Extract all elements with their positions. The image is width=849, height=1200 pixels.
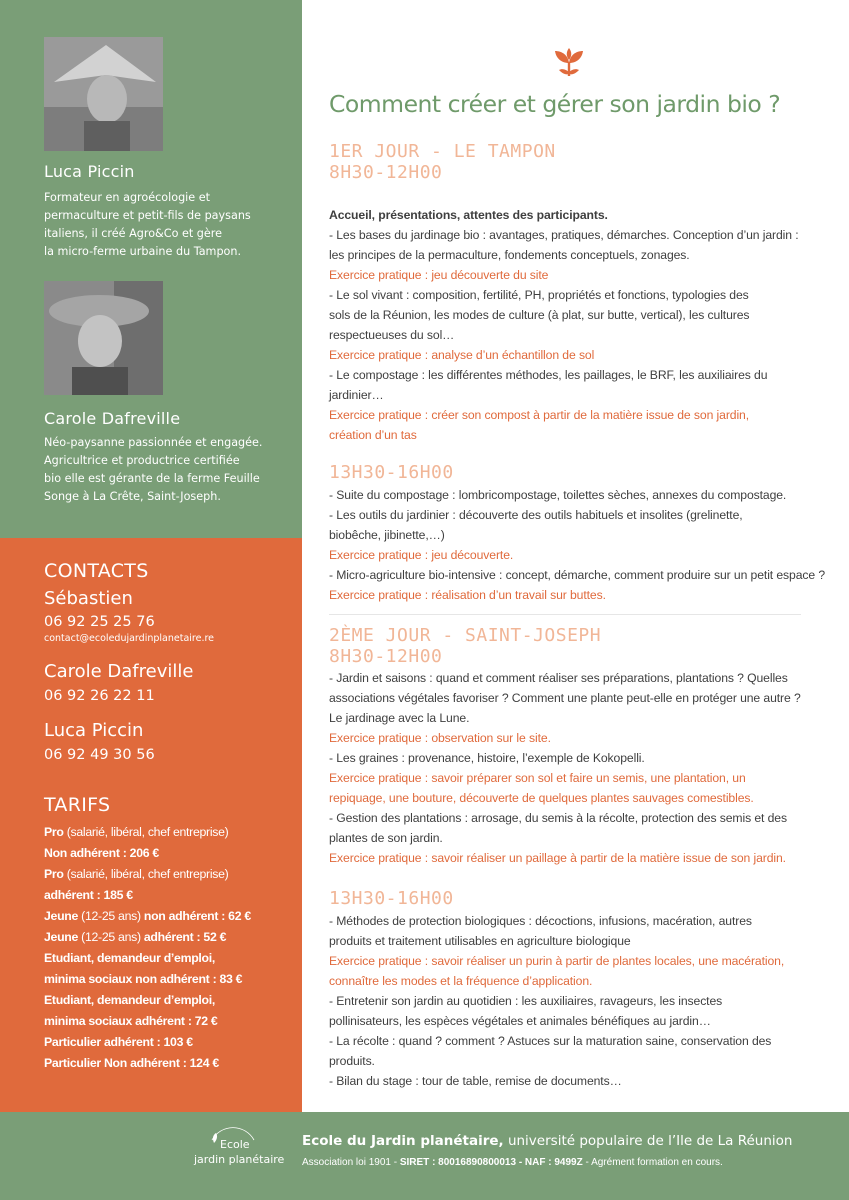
legal-ids: SIRET : 80016890800013 - NAF : 9499Z: [399, 1157, 583, 1168]
tarif-detail: (12-25 ans): [78, 930, 144, 944]
program-line: - Entretenir son jardin au quotidien : les auxiliaires, ravageurs, les insectes: [329, 994, 723, 1008]
tarifs-list: [44, 825, 296, 1077]
tarif-line: [44, 867, 296, 888]
exercise-line: Exercice pratique : savoir réaliser un paillage à partir de la matière issue de son jardin.: [329, 851, 786, 865]
program-line: - Méthodes de protection biologiques : décoctions, infusions, macération, autres: [329, 914, 752, 928]
trainer-bio: Formateur en agroécologie et permaculture et petit-fils de paysans italiens, il créé Agro&Co et gère la micro-ferme urbaine du Tampon.: [44, 191, 251, 258]
contact-name: Carole Dafreville: [44, 661, 194, 682]
program-line: pollinisateurs, les espèces végétales et animales bénéfiques au jardin…: [329, 1014, 711, 1028]
tarif-line: [44, 888, 296, 909]
program-line: - La récolte : quand ? comment ? Astuces sur la maturation saine, conservation des: [329, 1034, 772, 1048]
school-logo-icon: [192, 1126, 285, 1176]
exercise-line: repiquage, une bouture, découverte de quelques plantes sauvages comestibles.: [329, 791, 754, 805]
exercise-line: Exercice pratique : réalisation d’un travail sur buttes.: [329, 588, 606, 602]
day-divider: [329, 614, 801, 615]
program-line: associations végétales favoriser ? Comment une plante peut-elle en protéger une autre ?: [329, 691, 801, 705]
exercise-line: Exercice pratique : savoir réaliser un purin à partir de plantes locales, une macération,: [329, 954, 785, 968]
contacts-heading: CONTACTS: [44, 560, 149, 582]
program-line: produits.: [329, 1054, 375, 1068]
legal-text: - Agrément formation en cours.: [582, 1157, 723, 1168]
tarif-line: [44, 909, 296, 930]
tarif-label: Etudiant, demandeur d’emploi,: [44, 951, 215, 965]
page-title: Comment créer et gérer son jardin bio ?: [329, 90, 781, 118]
tarif-line: [44, 1014, 296, 1035]
program-line: sols de la Réunion, les modes de culture (à plat, sur butte, vertical), les cultures: [329, 308, 750, 322]
tarif-detail: (salarié, libéral, chef entreprise): [63, 825, 229, 839]
footer-band: [0, 1112, 849, 1200]
tarif-line: [44, 825, 296, 846]
tarif-label: Jeune: [44, 909, 79, 923]
tarif-line: [44, 972, 296, 993]
contact-name: Luca Piccin: [44, 720, 144, 741]
footer-legal: [302, 1157, 723, 1168]
tarif-line: [44, 1035, 296, 1056]
tarif-label: non adhérent : 62 €: [143, 909, 251, 923]
tarif-label: Jeune: [44, 930, 79, 944]
program-line: produits et traitement utilisables en agriculture biologique: [329, 934, 631, 948]
trainer-name: Luca Piccin: [44, 162, 135, 181]
tarif-label: minima sociaux adhérent : 72 €: [44, 1014, 218, 1028]
tarif-label: Pro: [44, 825, 64, 839]
program-line: - Le sol vivant : composition, fertilité, PH, propriétés et fonctions, typologies des: [329, 288, 749, 302]
tarif-line: [44, 951, 296, 972]
day2-afternoon-heading: 13H30-16H00: [329, 888, 454, 909]
program-line: - Le compostage : les différentes méthodes, les paillages, le BRF, les auxiliaires du: [329, 368, 768, 382]
day1-morning-program: [329, 205, 819, 445]
tarif-line: [44, 993, 296, 1014]
trainer-photo-carole: [44, 281, 163, 395]
exercise-line: création d’un tas: [329, 428, 417, 442]
program-line: - Bilan du stage : tour de table, remise de documents…: [329, 1074, 622, 1088]
footer-school-subtitle: université populaire de l’Ile de La Réunion: [503, 1133, 793, 1149]
logo-text-ecole: Ecole: [220, 1138, 250, 1151]
exercise-line: Exercice pratique : analyse d’un échantillon de sol: [329, 348, 595, 362]
day2-heading: 2ÈME JOUR - SAINT-JOSEPH 8H30-12H00: [329, 625, 602, 667]
tarif-label: Particulier adhérent : 103 €: [44, 1035, 193, 1049]
tarif-label: adhérent : 185 €: [44, 888, 133, 902]
program-line: - Les graines : provenance, histoire, l’exemple de Kokopelli.: [329, 751, 645, 765]
footer-school-name: Ecole du Jardin planétaire,: [302, 1133, 504, 1149]
contact-phone[interactable]: 06 92 49 30 56: [44, 747, 155, 763]
exercise-line: Exercice pratique : observation sur le site.: [329, 731, 551, 745]
contact-phone[interactable]: 06 92 26 22 11: [44, 688, 155, 704]
day2-morning-program: [329, 668, 819, 868]
program-line: - Les outils du jardinier : découverte des outils habituels et insolites (grelinette,: [329, 508, 743, 522]
exercise-line: Exercice pratique : jeu découverte du site: [329, 268, 549, 282]
program-line: - Gestion des plantations : arrosage, du semis à la récolte, protection des semis et des: [329, 811, 787, 825]
day1-heading: 1ER JOUR - LE TAMPON 8H30-12H00: [329, 141, 556, 183]
tarif-line: [44, 846, 296, 867]
leaf-sprout-icon: [553, 48, 585, 78]
day2-afternoon-program: [329, 911, 819, 1091]
tarif-label: adhérent : 52 €: [143, 930, 227, 944]
trainer-name: Carole Dafreville: [44, 409, 181, 428]
trainer-photo-luca: [44, 37, 163, 151]
day1-afternoon-program: [329, 485, 826, 605]
exercise-line: Exercice pratique : jeu découverte.: [329, 548, 514, 562]
exercise-line: Exercice pratique : savoir préparer son sol et faire un semis, une plantation, un: [329, 771, 746, 785]
program-line: les principes de la permaculture, fondements conceptuels, zonages.: [329, 248, 690, 262]
contact-name: Sébastien: [44, 588, 133, 609]
tarif-label: Non adhérent : 206 €: [44, 846, 159, 860]
contact-phone[interactable]: 06 92 25 25 76: [44, 614, 155, 630]
program-line: biobêche, jibinette,…): [329, 528, 445, 542]
program-line: jardinier…: [329, 388, 384, 402]
program-line: - Les bases du jardinage bio : avantages, pratiques, démarches. Conception d’un jardin :: [329, 228, 799, 242]
footer-title: [302, 1133, 792, 1149]
program-line: Le jardinage avec la Lune.: [329, 711, 470, 725]
program-line: Accueil, présentations, attentes des participants.: [329, 208, 608, 222]
tarif-detail: (12-25 ans): [78, 909, 144, 923]
exercise-line: Exercice pratique : créer son compost à partir de la matière issue de son jardin,: [329, 408, 750, 422]
day1-afternoon-heading: 13H30-16H00: [329, 462, 454, 483]
exercise-line: connaître les modes et la fréquence d’application.: [329, 974, 593, 988]
tarif-label: minima sociaux non adhérent : 83 €: [44, 972, 243, 986]
program-line: - Micro-agriculture bio-intensive : concept, démarche, comment produire sur un petit espace ?: [329, 568, 826, 582]
tarifs-heading: TARIFS: [44, 794, 111, 816]
legal-text: Association loi 1901 -: [302, 1157, 400, 1168]
program-line: plantes de son jardin.: [329, 831, 443, 845]
tarif-detail: (salarié, libéral, chef entreprise): [63, 867, 229, 881]
program-line: - Suite du compostage : lombricompostage, toilettes sèches, annexes du compostage.: [329, 488, 787, 502]
tarif-line: [44, 1056, 296, 1077]
tarif-label: Pro: [44, 867, 64, 881]
contact-email[interactable]: contact@ecoledujardinplanetaire.re: [44, 633, 215, 644]
tarif-line: [44, 930, 296, 951]
program-line: respectueuses du sol…: [329, 328, 455, 342]
program-line: - Jardin et saisons : quand et comment réaliser ses préparations, plantations ? Quelles: [329, 671, 788, 685]
trainer-bio: Néo-paysanne passionnée et engagée. Agricultrice et productrice certifiée bio elle est gérante de la ferme Feuille Songe à La Crête, Saint-Joseph.: [44, 436, 263, 503]
tarif-label: Particulier Non adhérent : 124 €: [44, 1056, 219, 1070]
logo-text-jardin: jardin planétaire: [194, 1153, 285, 1166]
tarif-label: Etudiant, demandeur d’emploi,: [44, 993, 215, 1007]
